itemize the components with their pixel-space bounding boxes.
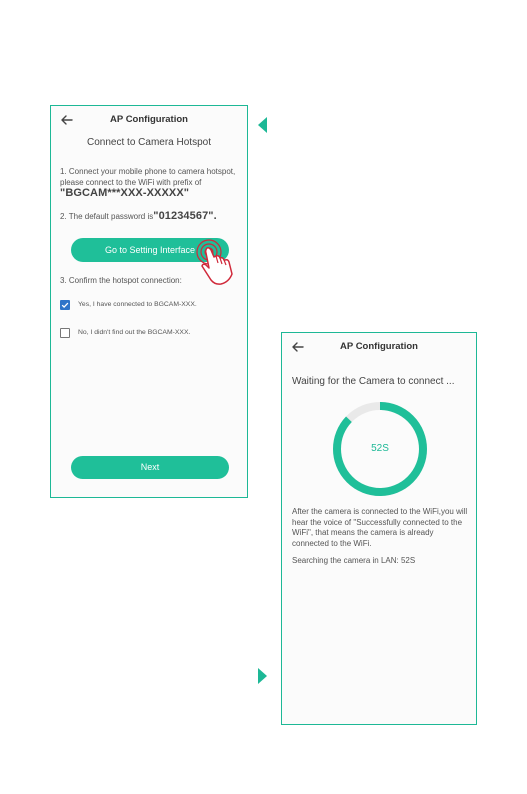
go-to-settings-button[interactable]: Go to Setting Interface — [71, 238, 229, 262]
checkmark-icon — [60, 300, 70, 310]
step1-text: 1. Connect your mobile phone to camera hotspot, please connect to the WiFi with prefix of — [60, 167, 236, 187]
step2-text: 2. The default password is — [60, 212, 154, 221]
page-subtitle: Connect to Camera Hotspot — [87, 137, 211, 148]
waiting-text: Waiting for the Camera to connect ... — [292, 376, 455, 387]
searching-status: Searching the camera in LAN: 52S — [292, 556, 416, 565]
yes-checkbox[interactable] — [60, 300, 70, 310]
no-checkbox[interactable] — [60, 328, 70, 338]
after-connect-info: After the camera is connected to the WiFi,you will hear the voice of "Successfully connected to the WiFi", that means the camera is already connected to the WiFi. — [292, 507, 468, 548]
header-title: AP Configuration — [340, 341, 418, 352]
tap-hand-icon — [191, 238, 237, 288]
header — [51, 106, 247, 134]
ap-config-screen-1 — [50, 105, 248, 498]
option-yes-label: Yes, I have connected to BGCAM-XXX. — [78, 301, 197, 308]
option-no-label: No, I didn't find out the BGCAM-XXX. — [78, 329, 191, 336]
ap-config-screen-2 — [281, 332, 477, 725]
step2-instruction — [60, 211, 239, 223]
pointer-right-arrow — [258, 668, 267, 684]
header-title: AP Configuration — [110, 114, 188, 125]
step1-instruction — [60, 167, 239, 200]
pointer-left-arrow — [258, 117, 267, 133]
countdown-label: 52S — [371, 443, 389, 454]
step3-instruction: 3. Confirm the hotspot connection: — [60, 276, 182, 285]
next-button[interactable]: Next — [71, 456, 229, 479]
default-password: "01234567". — [153, 210, 217, 222]
header — [282, 333, 476, 361]
hotspot-ssid: "BGCAM***XXX-XXXXX" — [60, 187, 190, 199]
